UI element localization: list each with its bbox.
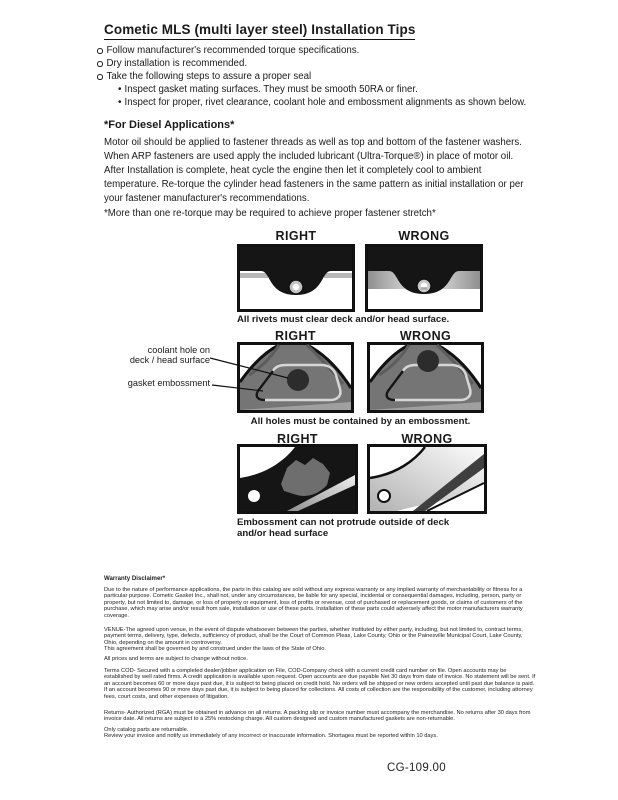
- warranty-paragraph-catalog: Only catalog parts are returnable. Review your invoice and notify us immediately of any incorrect or inaccurate information. Shortages must be reported within 10 days.: [104, 727, 438, 740]
- bullet-text: Dry installation is recommended.: [106, 58, 248, 69]
- doc-code: CG-109.00: [387, 762, 446, 774]
- warranty-paragraph-returns: Returns- Authorized (RGA) must be obtained in advance on all returns. A packing slip or invoice number must accompany the merchandise. No returns after 30 days from invoice date. All returns are subject to a 25% restocking charge. All custom designed and custom manufactured gaskets are non-returnable.: [104, 710, 531, 723]
- retorque-note: *More than one re-torque may be required to achieve proper fastener stretch*: [104, 208, 436, 219]
- bullet-text: Follow manufacturer's recommended torque specifications.: [106, 45, 360, 56]
- embossment-right-diagram: [237, 444, 358, 514]
- bullet-text: Take the following steps to assure a proper seal: [106, 71, 312, 82]
- diesel-paragraph-1: Motor oil should be applied to fastener threads as well as top and bottom of the fastener washers. When ARP fasteners are used apply the included lubricant (Ultra-Torque®) in place of motor oil.: [104, 137, 522, 162]
- page-title: Cometic MLS (multi layer steel) Installation Tips: [104, 22, 415, 40]
- bullet-item: [118, 96, 526, 109]
- bullet-item: [118, 83, 526, 96]
- leader-lines: [200, 350, 310, 396]
- warranty-paragraph-venue: VENUE-The agreed upon venue, in the event of dispute whatsoever between the parties, whether instituted by either party, including, but not limited to, contract terms, payment terms, delivery, type, defects, sufficiency of product, shall be the Court of Common Pleas, Lake County, Ohio or the Painesville Municipal Court, Lake County, Ohio, depending on the amount in controversy. This agreement shall be governed by and construed under the laws of the State of Ohio.: [104, 627, 523, 653]
- right-label: RIGHT: [275, 229, 317, 243]
- rivet-right-diagram: [237, 244, 355, 312]
- diagram-caption: All rivets must clear deck and/or head surface.: [237, 314, 450, 325]
- bullet-item: [97, 57, 526, 70]
- embossment-wrong-diagram: [367, 444, 487, 514]
- diesel-heading: *For Diesel Applications*: [104, 119, 235, 131]
- gasket-embossment-label: gasket embossment: [127, 378, 210, 388]
- bullet-item: [97, 70, 526, 83]
- coolant-hole-label: coolant hole on deck / head surface: [129, 345, 210, 365]
- bullet-dot-icon: •: [118, 97, 122, 108]
- wrong-label: WRONG: [401, 432, 453, 446]
- warranty-heading: Warranty Disclaimer*: [104, 575, 166, 582]
- right-label: RIGHT: [277, 432, 318, 446]
- warranty-paragraph-terms: Terms COD- Secured with a completed dealer/jobber application on File, COD-Company check with a current credit card number on file. Open accounts may be established by well rated firms. A credit application is available upon request. Open accounts are due payable Net 30 days from date of invoice. No statement will be sent. If an account becomes 60 or more days past due, it is subject to being placed on credit hold. No orders will be shipped or new orders accepted until past due balance is paid. If an account becomes 90 or more days past due, it is subject to being placed for collections. All costs of collection are the responsibility of the customer, including attorney fees, court costs, and other expenses of litigation.: [104, 668, 536, 700]
- bullet-circle-icon: [97, 61, 103, 67]
- bullet-circle-icon: [97, 74, 103, 80]
- bullet-circle-icon: [97, 48, 103, 54]
- diesel-paragraph-2: After Installation is complete, heat cycle the engine then let it completely cool to ambient temperature. Re-torque the cylinder head fasteners in the same pattern as initial installation or per your fastener manufacturer's recommendations.: [104, 165, 524, 204]
- bullet-text: Inspect for proper, rivet clearance, coolant hole and embossment alignments as shown below.: [124, 97, 527, 108]
- rivet-wrong-diagram: [365, 244, 483, 312]
- wrong-label: WRONG: [399, 329, 452, 343]
- bullet-dot-icon: •: [118, 84, 122, 95]
- right-label: RIGHT: [275, 329, 316, 343]
- tips-list: [97, 44, 526, 109]
- warranty-paragraph-liability: Due to the nature of performance applications, the parts in this catalog are sold without any express warranty or any implied warranty of merchantability or fitness for a particular purpose. Cometic Gasket Inc., shall not, under any circumstances, be liable for any special, incidental or consequential damages, including, person, party or property, but not limited to, damage, or loss of property or equipment, loss of profits or revenue, cost of purchased or replacement goods, or claims of customers of the purchase, which may arise and/or result from sale, installation or use of these parts. Installation of these parts could adversely affect the motor manufacturers warranty coverage.: [104, 587, 523, 619]
- page-title-wrap: [104, 21, 415, 40]
- diagram-caption: Embossment can not protrude outside of deck and/or head surface: [237, 517, 450, 539]
- coolant-hole-wrong-diagram: [367, 342, 484, 413]
- wrong-label: WRONG: [398, 229, 450, 243]
- bullet-text: Inspect gasket mating surfaces. They must be smooth 50RA or finer.: [124, 84, 418, 95]
- diagram-caption: All holes must be contained by an embossment.: [250, 416, 471, 427]
- bullet-item: [97, 44, 526, 57]
- warranty-paragraph-prices: All prices and terms are subject to change without notice.: [104, 656, 248, 662]
